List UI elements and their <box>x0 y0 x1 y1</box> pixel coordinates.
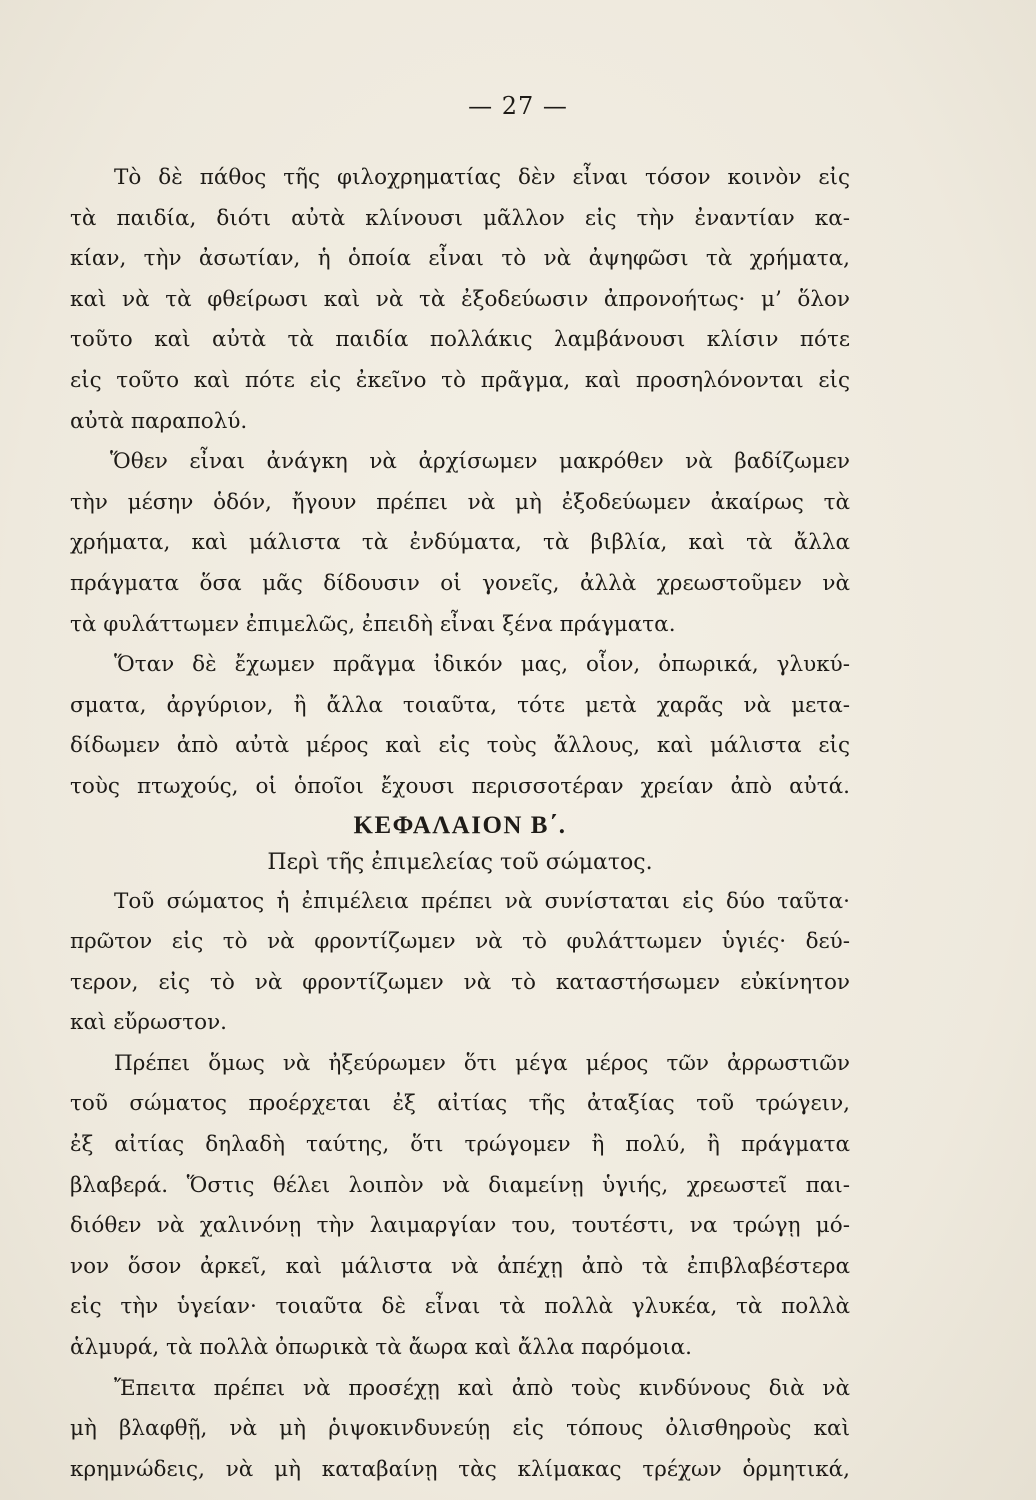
paragraph <box>70 158 850 442</box>
text-line: τερον, εἰς τὸ νὰ φροντίζωμεν νὰ τὸ καταστήσωμεν εὐκίνητον <box>70 969 850 995</box>
text-line: Ἔπειτα πρέπει νὰ προσέχῃ καὶ ἀπὸ τοὺς κινδύνους διὰ νὰ <box>114 1375 850 1401</box>
paragraph <box>70 1044 850 1369</box>
text-line: Ὅταν δὲ ἔχωμεν πρᾶγμα ἰδικόν μας, οἷον, ὀπωρικά, γλυκύ- <box>114 652 850 678</box>
text-line: βλαβερά. Ὅστις θέλει λοιπὸν νὰ διαμείνῃ ὑγιής, χρεωστεῖ παι- <box>70 1172 850 1198</box>
body-text-before-chapter <box>70 158 850 1490</box>
page-number: — 27 — <box>468 92 568 120</box>
text-line: κρημνώδεις, νὰ μὴ καταβαίνῃ τὰς κλίμακας τρέχων ὁρμητικά, <box>70 1456 850 1482</box>
paragraph <box>70 1369 850 1491</box>
chapter-title: ΚΕΦΑΛΑΙΟΝ Β΄. <box>353 811 567 839</box>
text-line: τὰ φυλάττωμεν ἐπιμελῶς, ἐπειδὴ εἶναι ξένα πράγματα. <box>70 611 676 637</box>
text-line: μὴ βλαφθῇ, νὰ μὴ ῥιψοκινδυνεύῃ εἰς τόπους ὀλισθηροὺς καὶ <box>70 1416 850 1442</box>
text-line: πράγματα ὅσα μᾶς δίδουσιν οἱ γονεῖς, ἀλλὰ χρεωστοῦμεν νὰ <box>70 570 850 596</box>
text-line: εἰς τοῦτο καὶ πότε εἰς ἐκεῖνο τὸ πρᾶγμα, καὶ προσηλόνονται εἰς <box>70 367 850 393</box>
text-line: ἁλμυρά, τὰ πολλὰ ὀπωρικὰ τὰ ἄωρα καὶ ἄλλα παρόμοια. <box>70 1335 692 1361</box>
text-line: ἐξ αἰτίας δηλαδὴ ταύτης, ὅτι τρώγομεν ἢ πολύ, ἢ πράγματα <box>70 1132 850 1158</box>
text-line: τὴν μέσην ὁδόν, ἤγουν πρέπει νὰ μὴ ἐξοδεύωμεν ἀκαίρως τὰ <box>70 489 850 515</box>
text-line: Πρέπει ὅμως νὰ ἠξεύρωμεν ὅτι μέγα μέρος τῶν ἀρρωστιῶν <box>114 1050 850 1076</box>
text-line: Ὅθεν εἶναι ἀνάγκη νὰ ἀρχίσωμεν μακρόθεν νὰ βαδίζωμεν <box>110 449 850 475</box>
text-line: διόθεν νὰ χαλινόνῃ τὴν λαιμαργίαν του, τουτέστι, να τρώγῃ μό- <box>70 1213 850 1239</box>
text-line: καὶ νὰ τὰ φθείρωσι καὶ νὰ τὰ ἐξοδεύωσιν ἀπρονοήτως· μ’ ὅλον <box>70 286 850 312</box>
text-line: τὰ παιδία, διότι αὐτὰ κλίνουσι μᾶλλον εἰς τὴν ἐναντίαν κα- <box>70 205 850 231</box>
text-line: καὶ εὔρωστον. <box>70 1010 228 1036</box>
text-line: αὐτὰ παραπολύ. <box>70 408 248 434</box>
paragraph <box>70 882 850 1044</box>
text-line: εἰς τὴν ὑγείαν· τοιαῦτα δὲ εἶναι τὰ πολλὰ γλυκέα, τὰ πολλὰ <box>70 1294 850 1320</box>
text-line: τοὺς πτωχούς, οἱ ὁποῖοι ἔχουσι περισσοτέραν χρείαν ἀπὸ αὐτά. <box>70 773 850 799</box>
text-line: κίαν, τὴν ἀσωτίαν, ἡ ὁποία εἶναι τὸ νὰ ἀψηφῶσι τὰ χρήματα, <box>70 246 850 272</box>
text-line: Τοῦ σώματος ἡ ἐπιμέλεια πρέπει νὰ συνίσταται εἰς δύο ταῦτα· <box>114 888 850 914</box>
text-line: δίδωμεν ἀπὸ αὐτὰ μέρος καὶ εἰς τοὺς ἄλλους, καὶ μάλιστα εἰς <box>70 733 850 759</box>
text-line: πρῶτον εἰς τὸ νὰ φροντίζωμεν νὰ τὸ φυλάττωμεν ὑγιές· δεύ- <box>70 929 850 955</box>
text-line: σματα, ἀργύριον, ἢ ἄλλα τοιαῦτα, τότε μετὰ χαρᾶς νὰ μετα- <box>70 692 850 718</box>
text-line: χρήματα, καὶ μάλιστα τὰ ἐνδύματα, τὰ βιβλία, καὶ τὰ ἄλλα <box>70 530 850 556</box>
text-line: νον ὅσον ἀρκεῖ, καὶ μάλιστα νὰ ἀπέχῃ ἀπὸ τὰ ἐπιβλαβέστερα <box>70 1253 850 1279</box>
chapter-subtitle: Περὶ τῆς ἐπιμελείας τοῦ σώματος. <box>267 849 653 875</box>
paragraph <box>70 645 850 807</box>
text-line: τοῦ σώματος προέρχεται ἐξ αἰτίας τῆς ἀταξίας τοῦ τρώγειν, <box>70 1091 850 1117</box>
text-line: Τὸ δὲ πάθος τῆς φιλοχρηματίας δὲν εἶναι τόσον κοινὸν εἰς <box>114 165 850 190</box>
paragraph <box>70 442 850 645</box>
text-line: τοῦτο καὶ αὐτὰ τὰ παιδία πολλάκις λαμβάνουσι κλίσιν πότε <box>70 327 850 353</box>
